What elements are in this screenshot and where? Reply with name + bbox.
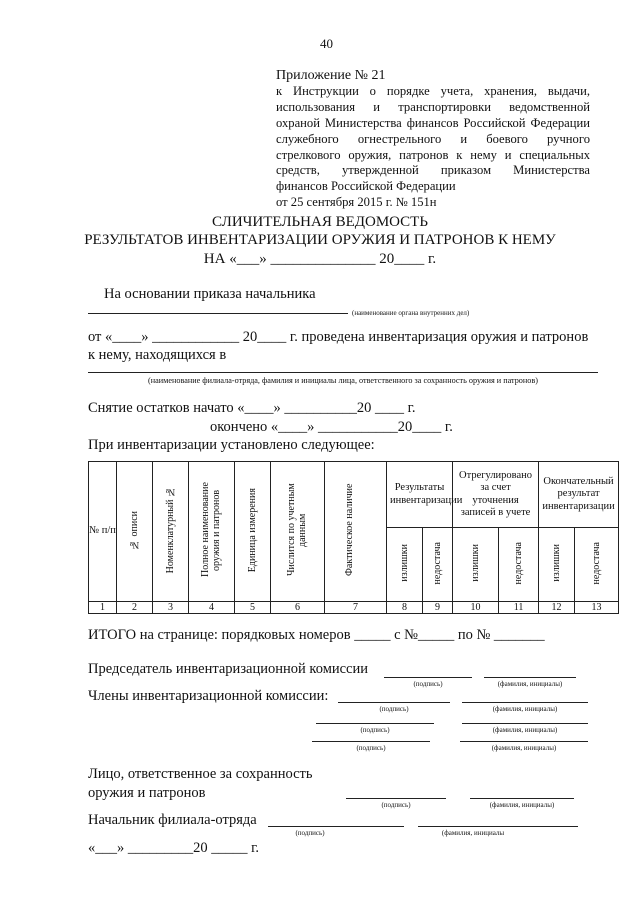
col-number: 12: [539, 602, 575, 614]
col-header-surplus: излишки: [453, 528, 499, 602]
order-date-line: от «____» ____________ 20____ г. проведена инвентаризация оружия и патронов: [88, 329, 589, 345]
col-number: 10: [453, 602, 499, 614]
col-header-nomenclature: Номенклатурный №: [153, 462, 189, 602]
appendix-line: финансов Российской Федерации: [276, 179, 456, 194]
col-number: 9: [423, 602, 453, 614]
signature-caption: (подпись): [295, 829, 325, 837]
member1-signature-line: [338, 702, 450, 703]
responsible-name-line: [470, 798, 574, 799]
name-caption: (фамилия, инициалы): [492, 726, 558, 734]
col-header-num: № п/п: [89, 462, 117, 602]
commission-members: Члены инвентаризационной комиссии:: [88, 688, 329, 704]
col-header-shortage: недостача: [575, 528, 619, 602]
appendix-line: охраной Министерства финансов Российской Федерации: [276, 115, 590, 130]
footer-date: «___» _________20 _____ г.: [88, 840, 260, 856]
appendix-title: Приложение № 21: [276, 68, 386, 83]
organ-caption: (наименование органа внутренних дел): [352, 309, 470, 317]
col-header-surplus: излишки: [387, 528, 423, 602]
appendix-line: стрелкового оружия, патронов к нему и специальных: [276, 147, 590, 162]
responsible-line-2: оружия и патронов: [88, 785, 206, 801]
signature-caption: (подпись): [379, 705, 409, 713]
col-number: 11: [499, 602, 539, 614]
head-signature-line: [268, 826, 404, 827]
col-group-results: Результаты инвентаризации: [387, 462, 453, 528]
branch-caption: (наименование филиала-отряда, фамилия и инициалы лица, ответственного за сохранность оружия и патронов): [148, 376, 538, 385]
col-header-actual: Фактическое наличие: [325, 462, 387, 602]
col-header-shortage: недостача: [423, 528, 453, 602]
signature-caption: (подпись): [413, 680, 443, 688]
member3-name-line: [460, 741, 588, 742]
document-title-line-1: СЛИЧИТЕЛЬНАЯ ВЕДОМОСТЬ: [212, 214, 428, 230]
signature-caption: (подпись): [360, 726, 390, 734]
name-caption: (фамилия, инициалы: [441, 829, 505, 837]
name-caption: (фамилия, инициалы): [492, 705, 558, 713]
page-total: ИТОГО на странице: порядковых номеров _____ с №_____ по № _______: [88, 627, 545, 643]
appendix-line: от 25 сентября 2015 г. № 151н: [276, 195, 437, 210]
basis-text: На основании приказа начальника: [104, 286, 316, 302]
name-caption: (фамилия, инициалы): [497, 680, 563, 688]
col-number: 6: [271, 602, 325, 614]
appendix-line: к Инструкции о порядке учета, хранения, выдачи,: [276, 84, 590, 98]
chair-signature-line: [384, 677, 472, 678]
head-label: Начальник филиала-отряда: [88, 812, 257, 828]
inventory-table: [88, 461, 619, 614]
col-header-inv-no: № описи: [117, 462, 153, 602]
name-caption: (фамилия, инициалы): [489, 801, 555, 809]
appendix-text: [276, 84, 590, 211]
commission-chair: Председатель инвентаризационной комиссии: [88, 661, 369, 677]
signature-caption: (подпись): [356, 744, 386, 752]
member2-signature-line: [316, 723, 434, 724]
responsible-line-1: Лицо, ответственное за сохранность: [88, 766, 313, 782]
branch-underline: [88, 372, 598, 373]
document-title-line-2: РЕЗУЛЬТАТОВ ИНВЕНТАРИЗАЦИИ ОРУЖИЯ И ПАТРОНОВ К НЕМУ: [84, 232, 556, 248]
col-header-surplus: излишки: [539, 528, 575, 602]
member1-name-line: [462, 702, 588, 703]
col-header-shortage: недостача: [499, 528, 539, 602]
col-header-accounted: Числится по учетным данным: [271, 462, 325, 602]
col-number: 3: [153, 602, 189, 614]
organ-underline: [88, 313, 348, 314]
page-number: 40: [320, 36, 333, 51]
responsible-signature-line: [346, 798, 446, 799]
col-number: 13: [575, 602, 619, 614]
member3-signature-line: [312, 741, 430, 742]
col-number: 2: [117, 602, 153, 614]
established-text: При инвентаризации установлено следующее:: [88, 437, 375, 453]
col-number: 8: [387, 602, 423, 614]
col-header-full-name: Полное наименование оружия и патронов: [189, 462, 235, 602]
location-line: к нему, находящихся в: [88, 347, 227, 363]
head-name-line: [418, 826, 578, 827]
removal-end: окончено «____» ___________20____ г.: [210, 419, 453, 435]
removal-start: Снятие остатков начато «____» __________20 ____ г.: [88, 400, 416, 416]
col-number: 5: [235, 602, 271, 614]
col-header-unit: Единица измерения: [235, 462, 271, 602]
appendix-line: использования и транспортировки ведомственной: [276, 99, 590, 114]
col-number: 7: [325, 602, 387, 614]
member2-name-line: [462, 723, 588, 724]
appendix-line: служебного огнестрельного и боевого ручного: [276, 131, 590, 146]
col-number: 1: [89, 602, 117, 614]
col-number: 4: [189, 602, 235, 614]
name-caption: (фамилия, инициалы): [491, 744, 557, 752]
appendix-line: средств, утвержденной приказом Министерства: [276, 163, 590, 178]
col-group-final: Окончательный результат инвентаризации: [539, 462, 619, 528]
document-title-date: НА «___» ______________ 20____ г.: [203, 251, 437, 267]
col-group-regulated: Отрегулировано за счет уточнения записей в учете: [453, 462, 539, 528]
signature-caption: (подпись): [381, 801, 411, 809]
chair-name-line: [484, 677, 576, 678]
